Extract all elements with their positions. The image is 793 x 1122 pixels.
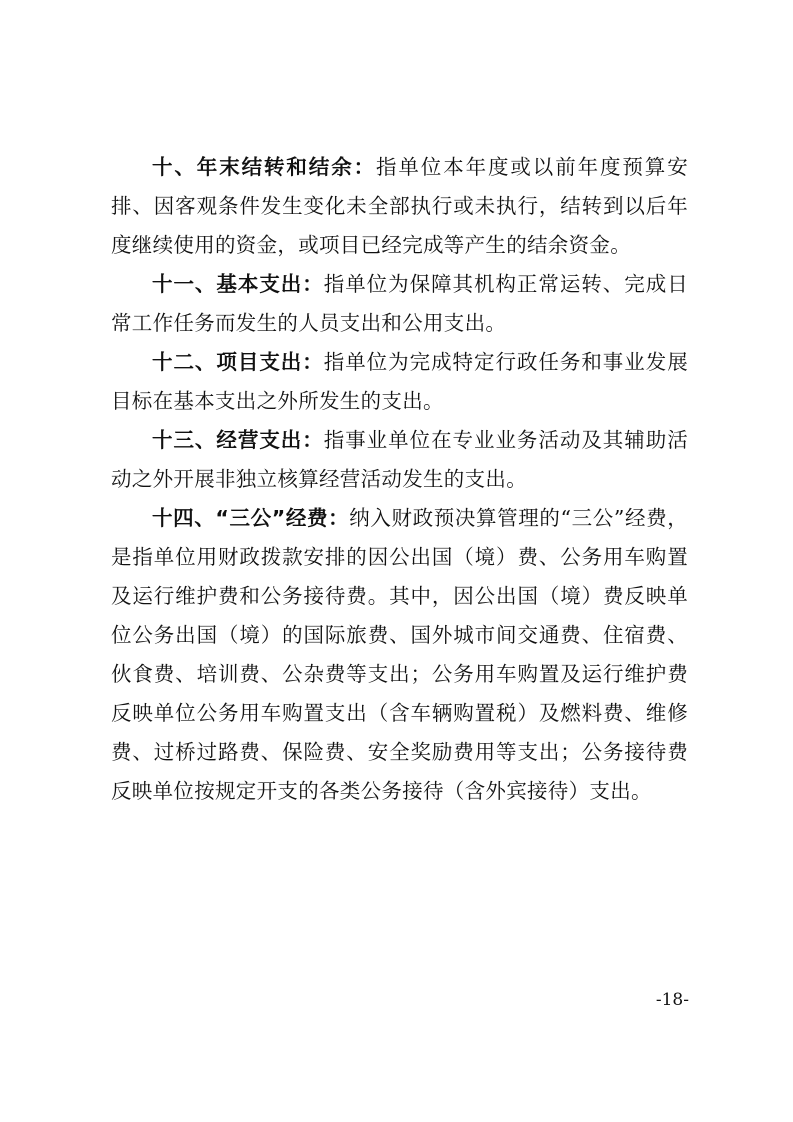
document-body bbox=[111, 148, 688, 811]
definition-term: 十、年末结转和结余： bbox=[152, 155, 376, 179]
definition-text: 指单位为完成特定行政任务和事业发展目标在基本支出之外所发生的支出。 bbox=[111, 350, 688, 413]
definition-term: 十二、项目支出： bbox=[152, 350, 324, 374]
definition-text: 指事业单位在专业业务活动及其辅助活动之外开展非独立核算经营活动发生的支出。 bbox=[111, 428, 688, 491]
definition-basic-expenditure bbox=[111, 265, 688, 343]
definition-three-public-expenses bbox=[111, 499, 688, 811]
definition-term: 十四、“三公”经费： bbox=[152, 506, 350, 530]
definition-operating-expenditure bbox=[111, 421, 688, 499]
definition-text: 纳入财政预决算管理的“三公”经费，是指单位用财政拨款安排的因公出国（境）费、公务用车购置及运行维护费和公务接待费。其中，因公出国（境）费反映单位公务出国（境）的国际旅费、国外城市间交通费、住宿费、伙食费、培训费、公杂费等支出；公务用车购置及运行维护费反映单位公务用车购置支出（含车辆购置税）及燃料费、维修费、过桥过路费、保险费、安全奖励费用等支出；公务接待费反映单位按规定开支的各类公务接待（含外宾接待）支出。 bbox=[111, 506, 688, 803]
definition-term: 十一、基本支出： bbox=[152, 272, 324, 296]
definition-text: 指单位为保障其机构正常运转、完成日常工作任务而发生的人员支出和公用支出。 bbox=[111, 272, 688, 335]
definition-text: 指单位本年度或以前年度预算安排、因客观条件发生变化未全部执行或未执行，结转到以后年度继续使用的资金，或项目已经完成等产生的结余资金。 bbox=[111, 155, 688, 257]
page-number: -18- bbox=[655, 990, 689, 1010]
definition-term: 十三、经营支出： bbox=[152, 428, 324, 452]
definition-year-end-carryover bbox=[111, 148, 688, 265]
definition-project-expenditure bbox=[111, 343, 688, 421]
